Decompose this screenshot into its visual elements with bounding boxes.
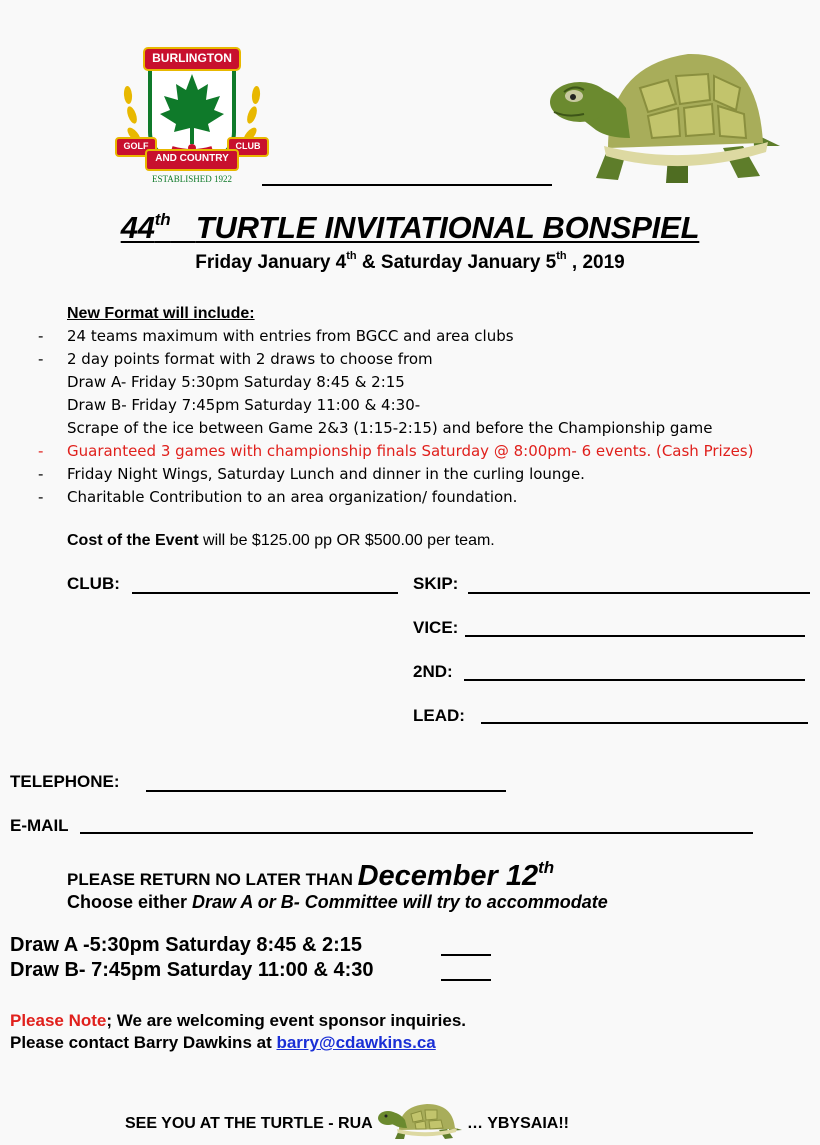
small-turtle-icon [377,1100,463,1140]
format-heading: New Format will include: [67,305,255,322]
date-part3: , 2019 [566,252,625,273]
event-dates [0,250,820,274]
telephone-label: TELEPHONE: [10,772,120,791]
format-line: 2 day points format with 2 draws to choose from [67,350,433,368]
list-item [0,394,820,417]
list-item [0,463,820,486]
logo-established: ESTABLISHED 1922 [151,174,233,184]
contact-email-link[interactable]: barry@cdawkins.ca [276,1033,436,1052]
format-line: Draw A- Friday 5:30pm Saturday 8:45 & 2:15 [67,373,405,391]
return-date-value: December 12 [357,860,539,892]
vice-field[interactable] [465,635,805,637]
footer [125,1100,569,1140]
footer-right: … YBYSAIA!! [467,1115,569,1132]
logo-banner-text: AND COUNTRY [155,153,229,164]
draw-b-option: Draw B- 7:45pm Saturday 11:00 & 4:30 [10,959,374,981]
cost-value: will be $125.00 pp OR $500.00 per team. [198,532,495,549]
title-suffix: th [154,210,171,229]
page-title [0,210,820,246]
vice-label: VICE: [413,618,459,637]
header-blank-line[interactable] [262,184,552,186]
date-sup1: th [346,250,357,262]
cost-label: Cost of the Event [67,532,199,549]
contact-line [10,1033,436,1053]
return-date-sup: th [538,858,555,877]
date-part1: Friday January 4 [195,252,347,273]
logo-right-text: CLUB [235,141,261,151]
date-part2: & Saturday January 5 [356,252,557,273]
draw-b-field[interactable] [441,979,491,981]
turtle-icon [548,38,783,188]
draw-a-option: Draw A -5:30pm Saturday 8:45 & 2:15 [10,934,362,956]
email-label: E-MAIL [10,816,69,835]
return-date [358,860,555,892]
bullet: - [38,488,44,506]
note-label: Please Note [10,1011,107,1030]
format-line: 24 teams maximum with entries from BGCC and area clubs [67,327,514,345]
logo-top-text: BURLINGTON [152,51,232,65]
return-text: PLEASE RETURN NO LATER THAN [67,870,358,889]
telephone-field[interactable] [146,790,506,792]
skip-label: SKIP: [413,574,459,593]
choose-draw-text [67,892,608,913]
contact-text: Please contact Barry Dawkins at [10,1033,277,1052]
draw-a-field[interactable] [441,954,491,956]
choose-prefix: Choose either [67,892,193,912]
bullet: - [38,327,44,345]
title-number: 44 [120,210,155,245]
format-list [0,325,820,509]
lead-label: LEAD: [413,706,465,725]
sponsor-note [10,1011,466,1031]
lead-field[interactable] [481,722,808,724]
club-label: CLUB: [67,574,120,593]
format-line: Charitable Contribution to an area organization/ foundation. [67,488,518,506]
club-logo [112,40,272,188]
date-sup2: th [556,250,567,262]
club-field[interactable] [132,592,398,594]
footer-left: SEE YOU AT THE TURTLE - RUA [125,1115,373,1132]
bullet: - [38,465,44,483]
bullet: - [38,350,44,368]
list-item [0,440,820,463]
choose-italic: Draw A or B- Committee will try to accommodate [192,892,608,912]
bullet: - [38,442,44,460]
format-line-highlight: Guaranteed 3 games with championship finals Saturday @ 8:00pm- 6 events. (Cash Prizes) [67,442,754,460]
list-item [0,486,820,509]
list-item [0,325,820,348]
return-deadline [67,858,554,893]
logo-left-text: GOLF [123,141,149,151]
format-line: Friday Night Wings, Saturday Lunch and dinner in the curling lounge. [67,465,585,483]
list-item [0,348,820,371]
list-item [0,417,820,440]
format-line: Scrape of the ice between Game 2&3 (1:15-2:15) and before the Championship game [67,419,713,437]
second-field[interactable] [464,679,805,681]
email-field[interactable] [80,832,753,834]
list-item [0,371,820,394]
format-line: Draw B- Friday 7:45pm Saturday 11:00 & 4:30- [67,396,421,414]
note-text: ; We are welcoming event sponsor inquiries. [106,1011,466,1030]
title-text: TURTLE INVITATIONAL BONSPIEL [195,210,700,245]
skip-field[interactable] [468,592,810,594]
cost-text [67,532,495,550]
second-label: 2ND: [413,662,453,681]
